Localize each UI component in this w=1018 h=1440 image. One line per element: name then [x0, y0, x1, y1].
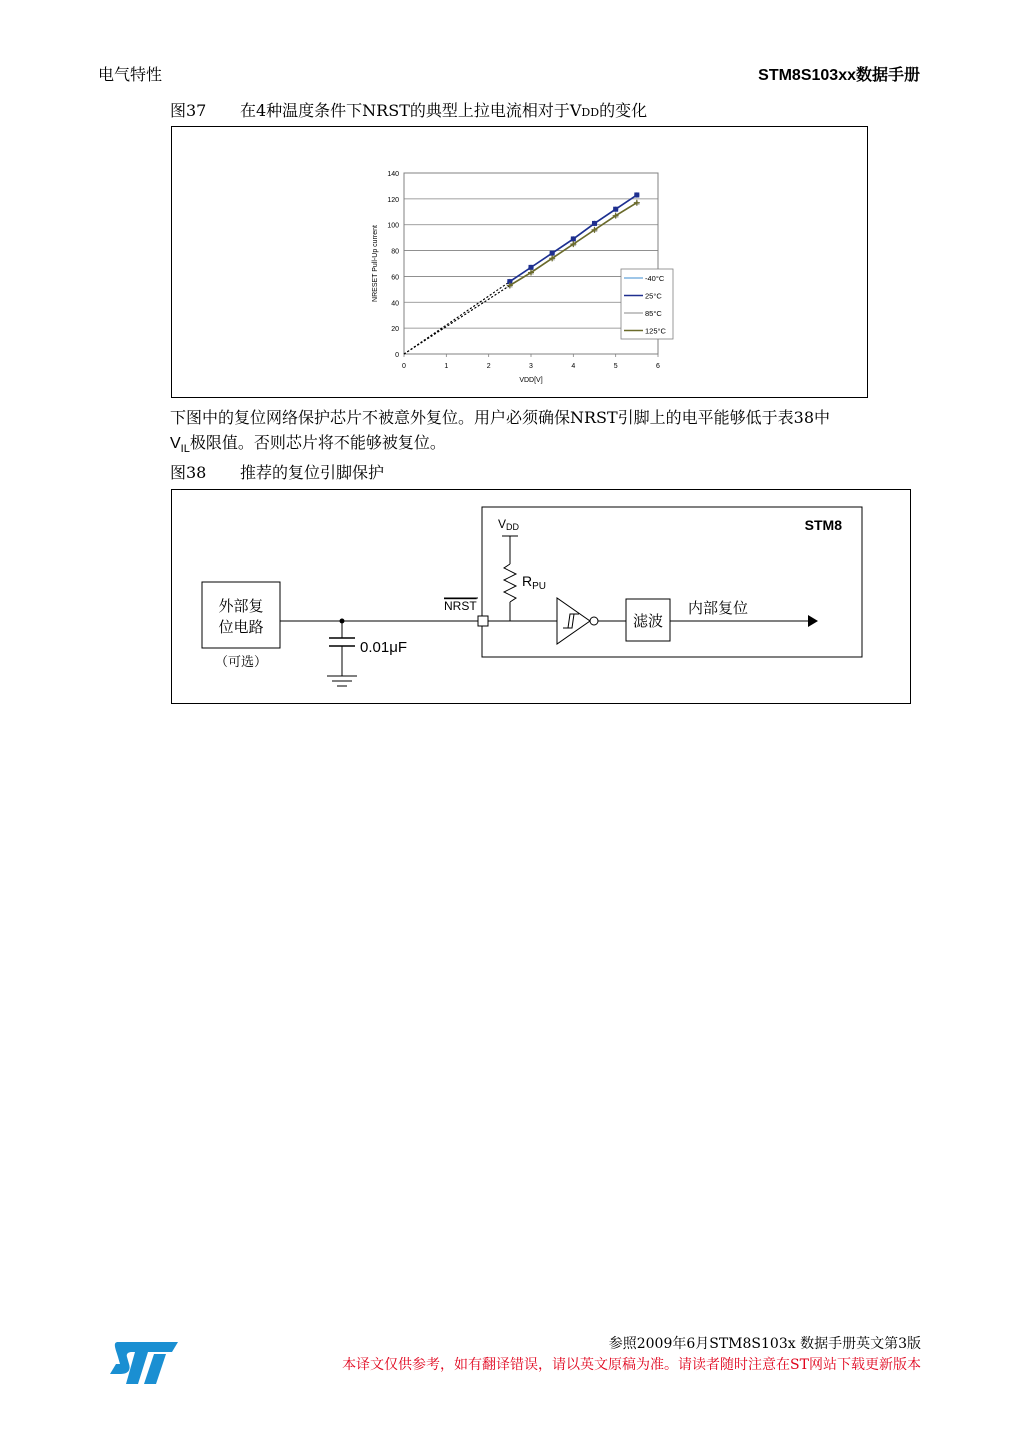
- external-reset-label-1: 外部复: [218, 598, 264, 615]
- data-point: [550, 251, 555, 256]
- data-point: [592, 221, 597, 226]
- section-title: 电气特性: [98, 65, 163, 84]
- y-tick-label: 0: [395, 352, 399, 359]
- y-tick-label: 80: [391, 248, 399, 256]
- data-point: [613, 207, 618, 212]
- figure38-box: [171, 489, 911, 704]
- rpu-label: $R_{PU}$: [522, 573, 547, 592]
- footer-disclaimer: 本译文仅供参考，如有翻译错误，请以英文原稿为准。请读者随时注意在ST网站下载更新版本: [342, 1357, 921, 1373]
- paragraph-line-1: 下图中的复位网络保护芯片不被意外复位。用户必须确保NRST引脚上的电平能够低于表38中: [170, 408, 831, 427]
- y-axis-title: NRESET Pull-Up current: [372, 225, 379, 302]
- legend-label: 85°C: [645, 309, 662, 318]
- body-paragraph: [170, 405, 930, 462]
- data-point: [529, 265, 534, 270]
- stm8-label: STM8: [804, 517, 842, 533]
- figure38-caption-text: 推荐的复位引脚保护: [240, 463, 385, 482]
- reset-pin-protection-schematic: [172, 490, 910, 703]
- external-reset-label-2: 位电路: [218, 619, 264, 636]
- x-tick-label: 6: [656, 363, 660, 370]
- plot-area: [404, 173, 658, 354]
- figure37-number: 图37: [170, 101, 207, 120]
- y-tick-label: 60: [391, 274, 399, 282]
- y-tick-label: 100: [387, 222, 399, 230]
- x-tick-label: 4: [571, 363, 576, 370]
- x-tick-label: 2: [486, 363, 491, 370]
- y-tick-label: 140: [387, 171, 399, 178]
- y-tick-label: 40: [391, 300, 399, 308]
- figure37-box: [171, 126, 868, 398]
- x-tick-label: 5: [613, 363, 618, 370]
- data-point: [571, 236, 576, 241]
- figure37-caption-text: 在4种温度条件下NRST的典型上拉电流相对于VDD的变化: [240, 101, 648, 120]
- arrow-right-icon: [808, 615, 818, 627]
- document-title: STM8S103xx数据手册: [758, 67, 920, 84]
- paragraph-line-2: $V_{IL}$极限值。否则芯片将不能够被复位。: [170, 433, 446, 456]
- y-tick-label: 120: [387, 196, 399, 204]
- nrst-label: NRST: [444, 599, 477, 613]
- legend-label: 25°C: [645, 291, 662, 301]
- figure37-caption: [170, 98, 647, 121]
- inverter-bubble-icon: [590, 617, 598, 625]
- legend-label: -40°C: [645, 274, 665, 283]
- x-tick-label: 0: [402, 363, 406, 370]
- internal-reset-label: 内部复位: [688, 600, 749, 617]
- vdd-label: VDD: [498, 517, 520, 532]
- figure38-number: 图38: [170, 463, 207, 482]
- legend-label: 125°C: [645, 326, 666, 336]
- footer-reference: 参照2009年6月STM8S103x 数据手册英文第3版: [608, 1336, 921, 1352]
- filter-label: 滤波: [632, 613, 664, 630]
- figure38-caption: [170, 460, 384, 483]
- capacitor-label: 0.01μF: [360, 639, 407, 656]
- x-tick-label: 1: [444, 363, 449, 370]
- x-tick-label: 3: [529, 363, 533, 370]
- data-point: [634, 192, 639, 197]
- pullup-current-chart: [172, 127, 867, 397]
- optional-label: （可选）: [214, 654, 268, 669]
- y-tick-label: 20: [391, 326, 399, 334]
- rpu-resistor-icon: [504, 564, 516, 602]
- st-logo: [108, 1340, 180, 1386]
- x-axis-title: VDD[V]: [519, 377, 543, 384]
- nrst-pin-icon: [478, 616, 488, 626]
- external-reset-circuit-box: [202, 582, 280, 648]
